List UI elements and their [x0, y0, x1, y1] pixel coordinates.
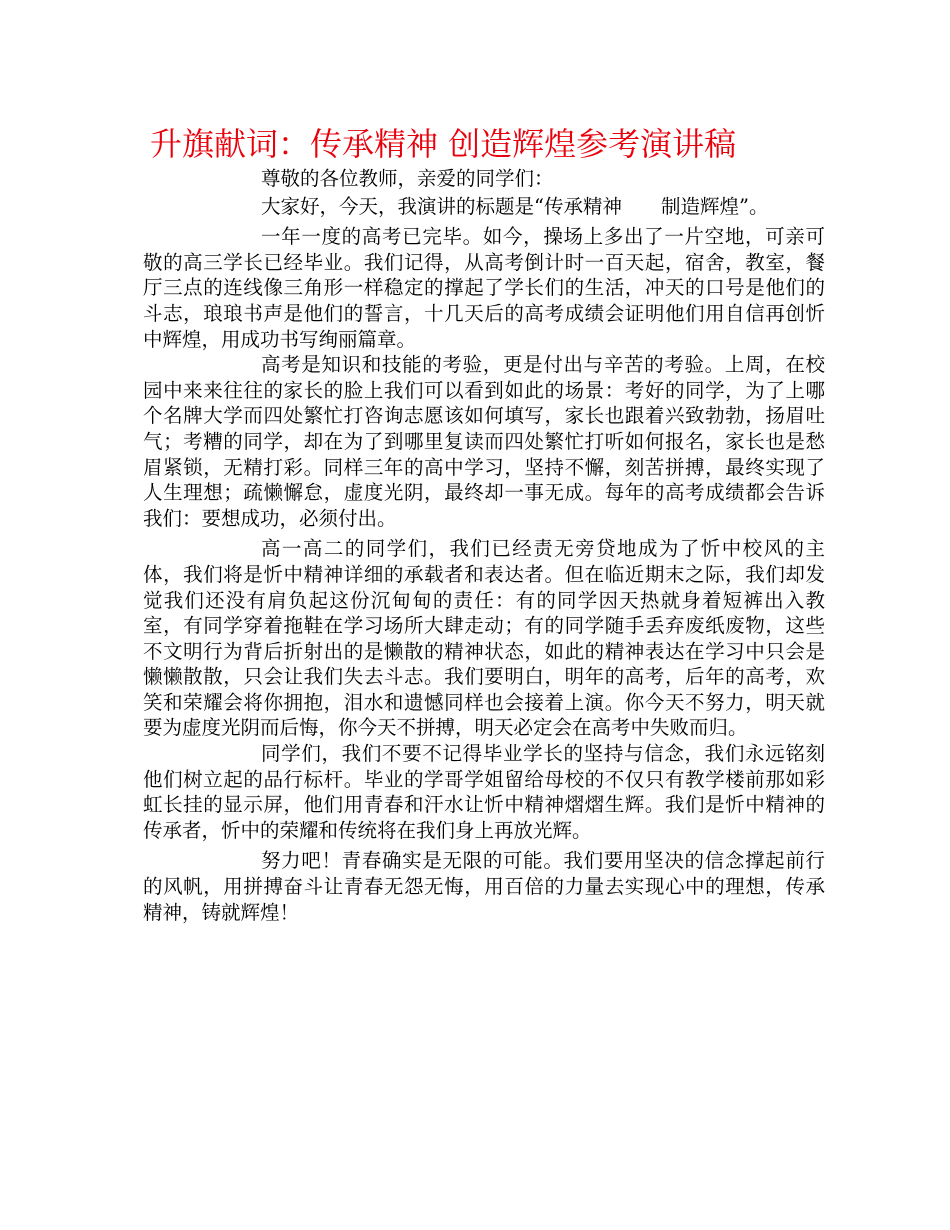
body-paragraph: 一年一度的高考已完毕。如今，操场上多出了一片空地，可亲可敬的高三学长已经毕业。我们记得，从高考倒计时一百天起，宿舍，教室，餐厅三点的连线像三角形一样稳定的撑起了学长们的生活，冲天的口号是他们的斗志，琅琅书声是他们的誓言，十几天后的高考成绩会证明他们用自信再创忻中辉煌，用成功书写绚丽篇章。 — [143, 225, 825, 351]
document-title: 升旗献词：传承精神 创造辉煌参考演讲稿 — [150, 125, 737, 163]
body-paragraph: 高考是知识和技能的考验，更是付出与辛苦的考验。上周，在校园中来来往往的家长的脸上我们可以看到如此的场景：考好的同学，为了上哪个名牌大学而四处繁忙打咨询志愿该如何填写，家长也跟着兴致勃勃，扬眉吐气；考糟的同学，却在为了到哪里复读而四处繁忙打听如何报名，家长也是愁眉紧锁，无精打彩。同样三年的高中学习，坚持不懈，刻苦拼搏，最终实现了人生理想；疏懒懈怠，虚度光阴，最终却一事无成。每年的高考成绩都会告诉我们：要想成功，必须付出。 — [143, 353, 825, 530]
salutation-paragraph: 尊敬的各位教师，亲爱的同学们： — [261, 167, 554, 190]
closing-paragraph: 努力吧！青春确实是无限的可能。我们要用坚决的信念撑起前行的风帆，用拼搏奋斗让青春无怨无悔，用百倍的力量去实现心中的理想，传承精神，铸就辉煌！ — [143, 849, 825, 924]
document-body — [143, 166, 825, 925]
greeting-paragraph: 大家好，今天，我演讲的标题是“传承精神 制造辉煌”。 — [261, 194, 769, 218]
body-paragraph: 高一高二的同学们，我们已经责无旁贷地成为了忻中校风的主体，我们将是忻中精神详细的承载者和表达者。但在临近期末之际，我们却发觉我们还没有肩负起这份沉甸甸的责任：有的同学因天热就身着短裤出入教室，有同学穿着拖鞋在学习场所大肆走动；有的同学随手丢弃废纸废物，这些不文明行为背后折射出的是懒散的精神状态，如此的精神表达在学习中只会是懒懒散散，只会让我们失去斗志。我们要明白，明年的高考，后年的高考，欢笑和荣耀会将你拥抱，泪水和遗憾同样也会接着上演。你今天不努力，明天就要为虚度光阴而后悔，你今天不拼搏，明天必定会在高考中失败而归。 — [143, 537, 825, 740]
body-paragraph: 同学们，我们不要不记得毕业学长的坚持与信念，我们永远铭刻他们树立起的品行标杆。毕业的学哥学姐留给母校的不仅只有教学楼前那如彩虹长挂的显示屏，他们用青春和汗水让忻中精神熠熠生辉。我们是忻中精神的传承者，忻中的荣耀和传统将在我们身上再放光辉。 — [143, 742, 825, 842]
